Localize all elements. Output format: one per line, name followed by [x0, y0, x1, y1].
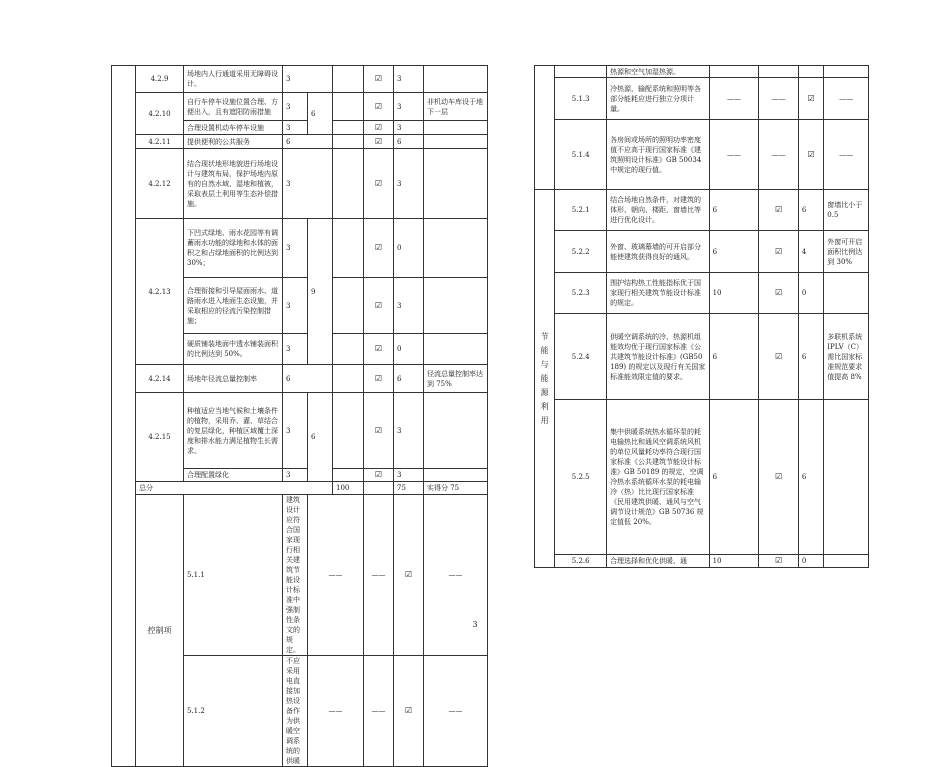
table-row [535, 273, 869, 314]
clause-text: 集中供暖系统热水循环泵的耗电输热比和通风空调系统风机的单位风量耗功率符合现行国家标准《公共建筑节能设计标准》GB 50189 的规定，空调冷热水系统循环水泵的耗电输冷（热）比比现行国家标准《民用建筑供暖、通风与空气调节设计规范》GB 50736 规定值低 20%。 [607, 400, 710, 555]
category-cell [535, 66, 555, 190]
clause-id: 5.1.2 [184, 656, 283, 767]
clause-text: 场地年径流总量控制率 [184, 365, 283, 393]
note: 窗墙比小于 0.5 [824, 190, 869, 231]
category-label: 节能与能源利用 [535, 190, 555, 568]
score: 3 [394, 393, 424, 469]
score: 4 [798, 231, 823, 273]
total-points [333, 66, 364, 93]
note [424, 219, 488, 278]
clause-text: 种植适应当地气候和土壤条件的植物，采用乔、灌、草结合的复层绿化，种植区域覆土深度和排水能力满足植物生长需求。 [184, 393, 283, 469]
total-points: 6 [308, 93, 333, 135]
clause-text: 合理衔接和引导屋面雨水、道路雨水进入地面生态设施，并采取相应的径流污染控制措施； [184, 278, 283, 334]
total-points: 100 [333, 482, 364, 495]
total-points: 9 [308, 219, 333, 365]
clause-id: 5.1.4 [555, 120, 607, 190]
checkbox-checked-icon[interactable]: ☑ [364, 219, 394, 278]
total-score: 75 [394, 482, 424, 495]
empty-cell [333, 334, 364, 365]
clause-text: 结合现状地形地貌进行场地设计与建筑布局，保护场地内原有的自然水域、湿地和植被，采取表层土利用等生态补偿措施。 [184, 149, 283, 219]
clause-id: 4.2.12 [136, 149, 184, 219]
points: 3 [283, 149, 333, 219]
points [709, 66, 759, 78]
total-label: 总分 [136, 482, 333, 495]
checkbox-checked-icon[interactable]: ☑ [759, 273, 799, 314]
points: 6 [283, 135, 333, 149]
checkbox-checked-icon[interactable]: ☑ [364, 393, 394, 469]
total-points [333, 365, 364, 393]
clause-text: 提供便利的公共服务 [184, 135, 283, 149]
clause-text: 冷热源、输配系统和照明等各部分能耗应进行独立分项计量。 [607, 78, 710, 120]
clause-text: 建筑设计应符合国家现行相关建筑节能设计标准中强制性条文的规定。 [283, 495, 308, 656]
table-row [112, 93, 488, 121]
total-points [333, 135, 364, 149]
empty-cell [333, 219, 364, 278]
score: 0 [798, 273, 823, 314]
table-row [535, 555, 869, 568]
note: 径流总量控制率达到 75% [424, 365, 488, 393]
clause-id: 5.2.3 [555, 273, 607, 314]
note [424, 278, 488, 334]
clause-id: 5.1.1 [184, 495, 283, 656]
score: 3 [394, 149, 424, 219]
clause-text: 结合场地自然条件，对建筑的体形、朝向、楼距、窗墙比等进行优化设计。 [607, 190, 710, 231]
clause-text: 合理配置绿化 [184, 469, 283, 482]
clause-text: 自行车停车设施位置合理、方便出入，且有遮阳防雨措施 [184, 93, 283, 121]
score: —— [824, 120, 869, 190]
checkbox-checked-icon[interactable]: ☑ [364, 93, 394, 121]
checkbox-checked-icon[interactable]: ☑ [798, 120, 823, 190]
points: 3 [283, 278, 308, 334]
clause-id: 5.2.2 [555, 231, 607, 273]
note [824, 66, 869, 78]
clause-text: 不应采用电直接加热设备作为供暖空调系统的供暖 [283, 656, 308, 767]
score: 0 [394, 219, 424, 278]
points: —— [709, 120, 759, 190]
points: —— [709, 78, 759, 120]
checkbox-checked-icon[interactable]: ☑ [364, 278, 394, 334]
score: 0 [394, 334, 424, 365]
clause-id: 5.2.1 [555, 190, 607, 231]
points: 6 [709, 231, 759, 273]
score: 3 [394, 66, 424, 93]
clause-text: 供暖空调系统的冷、热源机组能效均优于现行国家标准《公共建筑节能设计标准》(GB50189) 的规定以及现行有关国家标准能效限定值的要求。 [607, 314, 710, 400]
score: 6 [798, 314, 823, 400]
empty-cell [333, 469, 364, 482]
points: 3 [283, 219, 308, 278]
empty-cell [333, 278, 364, 334]
table-row [535, 190, 869, 231]
points: —— [308, 656, 364, 767]
clause-text: 场地内人行通道采用无障碍设计。 [184, 66, 283, 93]
clause-text: 合理设置机动车停车设施 [184, 121, 283, 135]
score: 3 [394, 121, 424, 135]
checkbox-checked-icon[interactable]: ☑ [364, 66, 394, 93]
total-points: —— [364, 656, 394, 767]
clause-id: 4.2.11 [136, 135, 184, 149]
checkbox-checked-icon[interactable]: ☑ [394, 495, 424, 656]
points: 3 [283, 93, 308, 121]
checkbox-checked-icon[interactable]: ☑ [798, 78, 823, 120]
clause-text: 热源和空气加湿热源。 [607, 66, 710, 78]
note [824, 400, 869, 555]
note [424, 469, 488, 482]
checkbox-checked-icon[interactable]: ☑ [759, 555, 799, 568]
checkbox-checked-icon[interactable]: ☑ [759, 231, 799, 273]
note: 非机动车库设于地下一层 [424, 93, 488, 121]
checkbox-checked-icon[interactable]: ☑ [759, 190, 799, 231]
category-label: 控制项 [136, 495, 184, 767]
empty-cell [364, 482, 394, 495]
note: 多联机系统 IPLV（C）需比国家标准规范要求值提高 8% [824, 314, 869, 400]
table-row [535, 78, 869, 120]
note [424, 66, 488, 93]
points: 3 [283, 121, 308, 135]
points: 6 [283, 365, 333, 393]
score: 6 [798, 190, 823, 231]
empty-cell [333, 121, 364, 135]
score: 6 [394, 135, 424, 149]
total-points: —— [759, 78, 799, 120]
page-number: 3 [472, 620, 478, 629]
clause-text: 外窗、玻璃幕墙的可开启部分能使建筑获得良好的通风。 [607, 231, 710, 273]
empty-cell [759, 66, 799, 78]
score: —— [424, 656, 488, 767]
table-row [535, 231, 869, 273]
points: —— [308, 495, 364, 656]
points: 6 [709, 400, 759, 555]
table-row [112, 149, 488, 219]
score: 3 [394, 469, 424, 482]
table-row [535, 66, 869, 78]
note [824, 555, 869, 568]
clause-id: 5.1.3 [555, 78, 607, 120]
score: 6 [798, 400, 823, 555]
total-note: 实得分 75 [424, 482, 488, 495]
clause-text: 合理选择和优化供暖、通 [607, 555, 710, 568]
table-row [535, 400, 869, 555]
right-evaluation-table [534, 65, 869, 568]
checkbox-checked-icon[interactable]: ☑ [759, 400, 799, 555]
clause-text: 下凹式绿地、雨水花园等有调蓄雨水功能的绿地和水体的面积之和占绿地面积的比例达到 30%； [184, 219, 283, 278]
points: 6 [709, 314, 759, 400]
clause-id: 4.2.13 [136, 219, 184, 365]
clause-id: 4.2.15 [136, 393, 184, 482]
table-row [535, 314, 869, 400]
checkbox-checked-icon[interactable]: ☑ [364, 334, 394, 365]
checkbox-checked-icon[interactable]: ☑ [759, 314, 799, 400]
checkbox-checked-icon[interactable]: ☑ [364, 149, 394, 219]
clause-id: 4.2.14 [136, 365, 184, 393]
category-cell [112, 66, 136, 767]
total-points: 6 [308, 393, 333, 482]
total-points [333, 149, 364, 219]
clause-text: 硬质铺装地面中透水铺装面积的比例达到 50%。 [184, 334, 283, 365]
points: 6 [709, 190, 759, 231]
left-evaluation-table [111, 65, 488, 767]
total-points: —— [364, 495, 394, 656]
table-row [112, 393, 488, 469]
table-row [112, 219, 488, 278]
total-points: —— [759, 120, 799, 190]
clause-text: 各房间或场所的照明功率密度值不应高于现行国家标准《建筑照明设计标准》GB 50034 中规定的现行值。 [607, 120, 710, 190]
points: 3 [283, 393, 308, 469]
note [824, 273, 869, 314]
clause-id: 5.2.6 [555, 555, 607, 568]
checkbox-checked-icon[interactable]: ☑ [394, 656, 424, 767]
clause-id: 4.2.9 [136, 66, 184, 93]
table-row [112, 365, 488, 393]
clause-id: 5.2.4 [555, 314, 607, 400]
note [424, 393, 488, 469]
points: 3 [283, 469, 308, 482]
points: 3 [283, 66, 333, 93]
empty-cell [798, 66, 823, 78]
score: 0 [798, 555, 823, 568]
score: 6 [394, 365, 424, 393]
checkbox-checked-icon[interactable]: ☑ [364, 121, 394, 135]
points: 10 [709, 273, 759, 314]
clause-id: 4.2.10 [136, 93, 184, 135]
score: 3 [394, 278, 424, 334]
empty-cell [333, 393, 364, 469]
note [424, 334, 488, 365]
total-row [112, 482, 488, 495]
checkbox-checked-icon[interactable]: ☑ [364, 365, 394, 393]
table-row [112, 66, 488, 93]
table-row [112, 135, 488, 149]
table-row [112, 495, 488, 656]
points: 10 [709, 555, 759, 568]
note [424, 149, 488, 219]
score: —— [824, 78, 869, 120]
clause-text: 围护结构热工性能指标优于国家现行相关建筑节能设计标准的规定。 [607, 273, 710, 314]
clause-id [555, 66, 607, 78]
note [424, 121, 488, 135]
checkbox-checked-icon[interactable]: ☑ [364, 135, 394, 149]
score: 3 [394, 93, 424, 121]
table-row [535, 120, 869, 190]
clause-id: 5.2.5 [555, 400, 607, 555]
points: 3 [283, 334, 308, 365]
checkbox-checked-icon[interactable]: ☑ [364, 469, 394, 482]
empty-cell [333, 93, 364, 121]
note [424, 135, 488, 149]
note: 外窗可开启面积比例达到 30% [824, 231, 869, 273]
score: —— [424, 495, 488, 656]
